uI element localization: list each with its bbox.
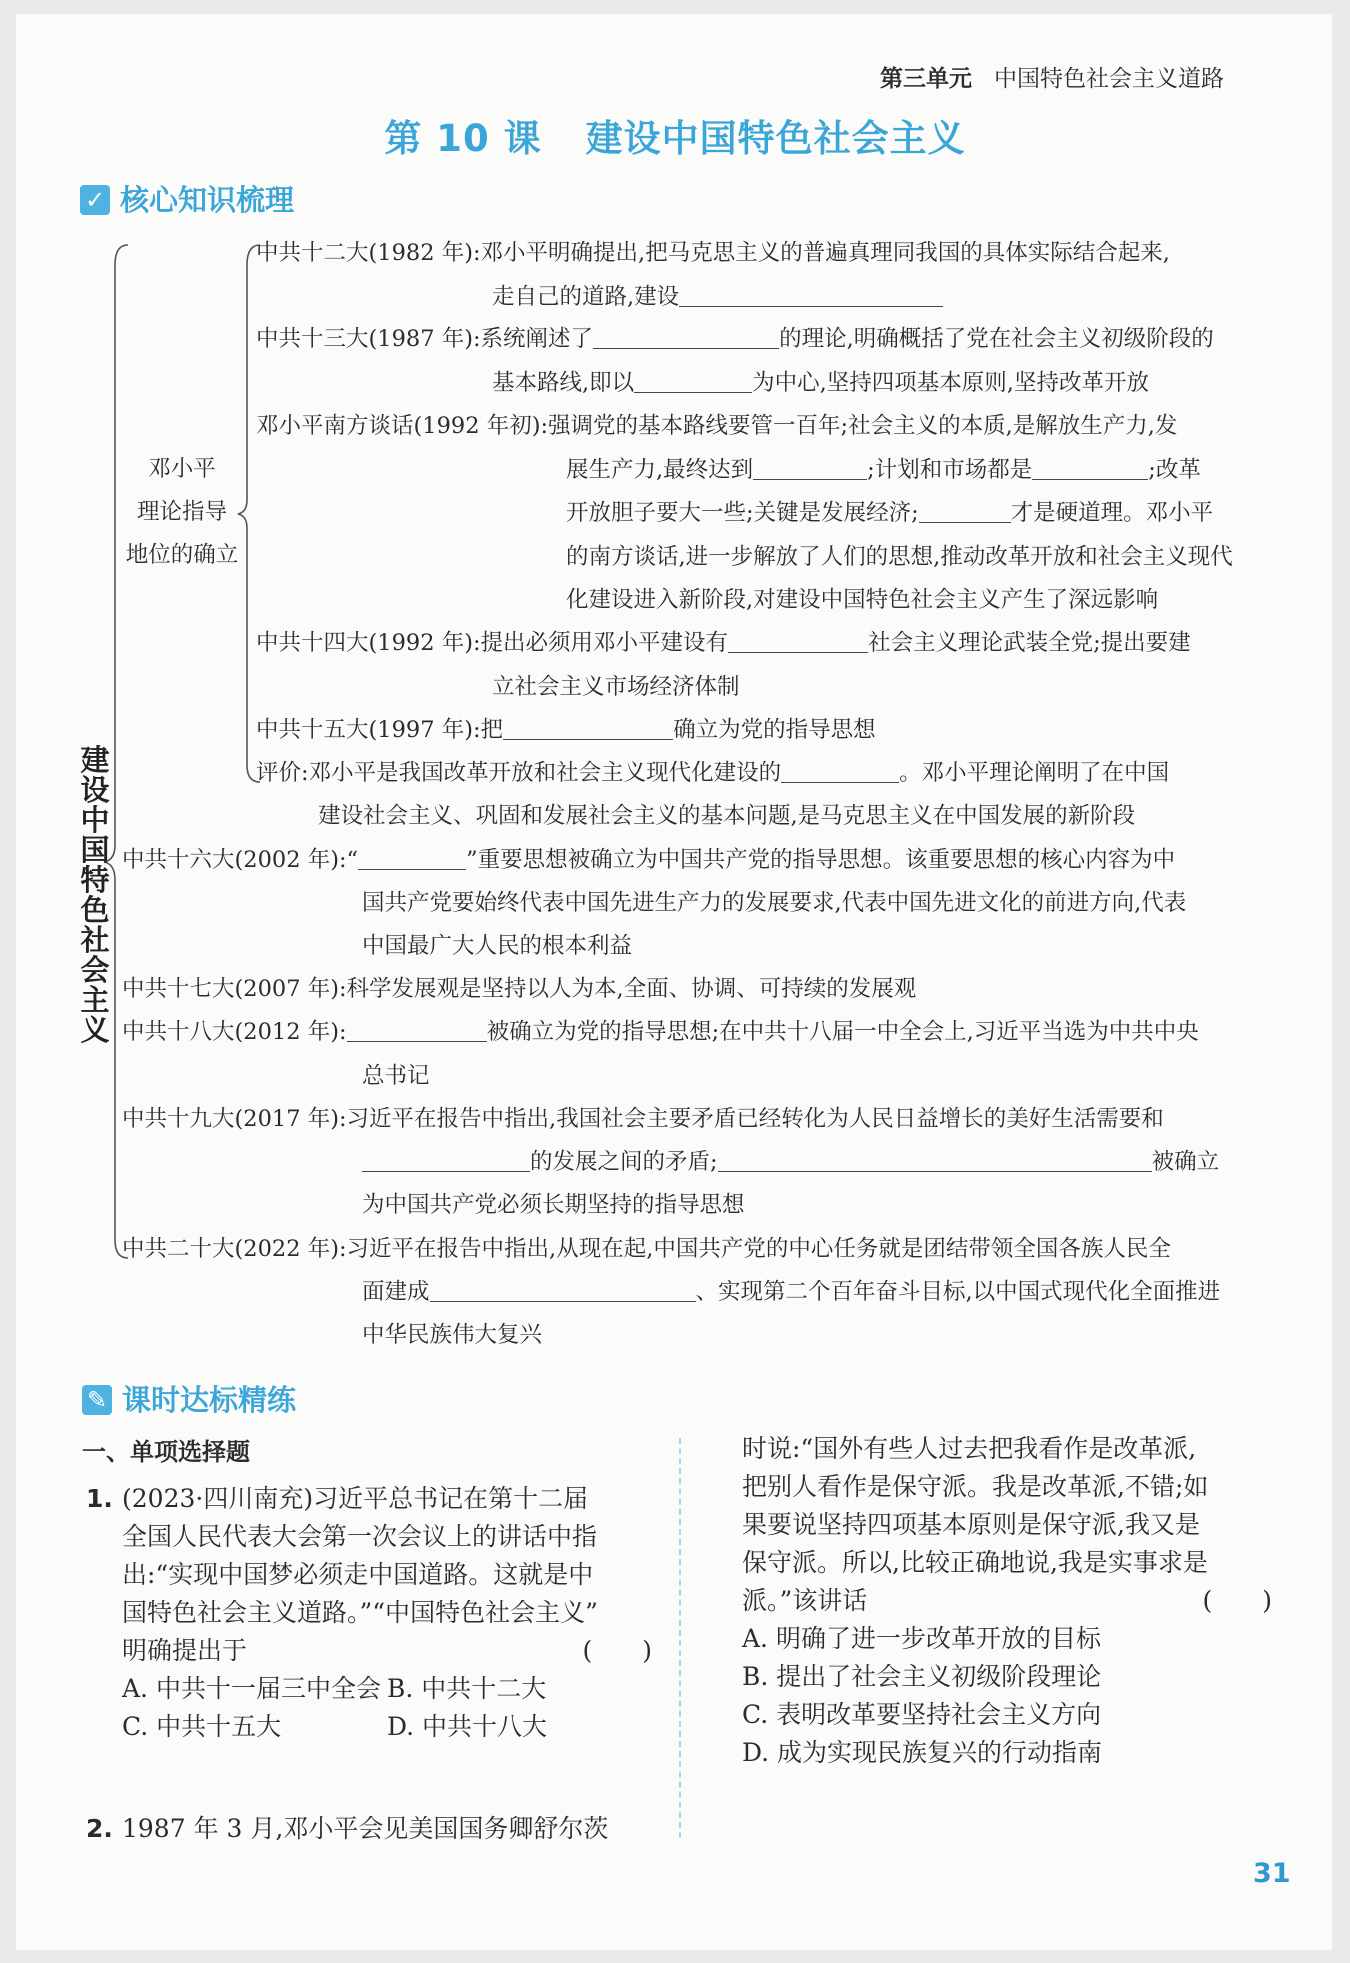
tree-line [256, 713, 876, 747]
tree-line [566, 583, 1158, 617]
tree-text: 中共十六大(2002 年):“ [122, 847, 359, 873]
tree-text: 建设社会主义、巩固和发展社会主义的基本问题,是马克思主义在中国发展的新阶段 [318, 803, 1136, 829]
fill-blank [430, 1277, 696, 1302]
tree-text: 为中心,坚持四项基本原则,坚持改革开放 [752, 370, 1149, 396]
fill-blank [593, 324, 779, 349]
tree-text: 才是硬道理。邓小平 [1010, 500, 1214, 526]
fill-blank [718, 1147, 1152, 1172]
question-2-stem-start: 1987 年 3 月,邓小平会见美国国务卿舒尔茨 [122, 1814, 609, 1843]
tree-line [122, 972, 916, 1006]
tree-text: 中共十五大(1997 年):把 [256, 717, 504, 743]
stem-line: 时说:“国外有些人过去把我看作是改革派, [742, 1434, 1197, 1463]
unit-number: 第三单元 [880, 66, 972, 92]
tree-line [122, 1102, 1164, 1136]
tree-line [256, 322, 1214, 356]
tree-line [122, 843, 1175, 877]
fill-blank [728, 628, 868, 653]
option-c[interactable]: C. 表明改革要坚持社会主义方向 [742, 1700, 1102, 1729]
tree-line [566, 540, 1233, 574]
tree-text: 确立为党的指导思想 [673, 717, 876, 743]
stem-line: 出:“实现中国梦必须走中国道路。这就是中 [122, 1560, 594, 1589]
tree-text: 评价:邓小平是我国改革开放和社会主义现代化建设的 [256, 760, 782, 786]
pencil-icon: ✎ [82, 1385, 112, 1415]
tree-text: 的发展之间的矛盾; [530, 1149, 718, 1175]
option-d[interactable]: D. 成为实现民族复兴的行动指南 [742, 1738, 1103, 1767]
tree-line [492, 280, 943, 314]
stem-line: 国特色社会主义道路。”“中国特色社会主义” [122, 1598, 598, 1627]
lesson-number: 第 10 课 [384, 117, 542, 160]
tree-text: 立社会主义市场经济体制 [492, 674, 740, 700]
tree-text: 基本路线,即以 [492, 370, 635, 396]
tree-text: ;改革 [1148, 457, 1201, 483]
stem-line: 果要说坚持四项基本原则是保守派,我又是 [742, 1510, 1200, 1539]
option-b[interactable]: B. 提出了社会主义初级阶段理论 [742, 1662, 1102, 1691]
tree-line [492, 366, 1149, 400]
fill-blank [679, 282, 943, 307]
tree-text: 化建设进入新阶段,对建设中国特色社会主义产生了深远影响 [566, 587, 1159, 613]
option-b[interactable]: B. 中共十二大 [387, 1674, 547, 1703]
tree-text: 中华民族伟大复兴 [362, 1322, 543, 1348]
tree-line [362, 1275, 1220, 1309]
tree-line [256, 409, 1177, 443]
question-1 [86, 1480, 113, 1518]
tree-text: 中共十二大(1982 年):邓小平明确提出,把马克思主义的普遍真理同我国的具体实际结合起来, [256, 240, 1170, 266]
section-knowledge-label: 核心知识梳理 [120, 183, 295, 217]
tree-line [362, 1059, 430, 1093]
option-a[interactable]: A. 中共十一届三中全会 [122, 1674, 381, 1703]
question-2-stem [742, 1430, 1272, 1772]
tree-text: 社会主义理论武装全党;提出要建 [868, 630, 1191, 656]
tree-text: 开放胆子要大一些;关键是发展经济; [566, 500, 919, 526]
tree-text: 中共十四大(1992 年):提出必须用邓小平建设有 [256, 630, 729, 656]
tree-text: 。邓小平理论阐明了在中国 [899, 760, 1170, 786]
tree-text: ;计划和市场都是 [867, 457, 1033, 483]
fill-blank [919, 498, 1011, 523]
tree-line [256, 756, 1169, 790]
sub-label-line: 地位的确立 [125, 542, 239, 568]
sub-label-line: 邓小平 [148, 456, 216, 482]
answer-paren[interactable]: ( ) [1202, 1586, 1272, 1615]
unit-title: 中国特色社会主义道路 [994, 66, 1224, 92]
tree-line [492, 670, 740, 704]
tree-text: ”重要思想被确立为中国共产党的指导思想。该重要思想的核心内容为中 [466, 847, 1176, 873]
tree-text: 国共产党要始终代表中国先进生产力的发展要求,代表中国先进文化的前进方向,代表 [362, 890, 1187, 916]
tree-text: 中共十九大(2017 年):习近平在报告中指出,我国社会主要矛盾已经转化为人民日益增长的美好生活需要和 [122, 1106, 1164, 1132]
tree-text: 为中国共产党必须长期坚持的指导思想 [362, 1192, 745, 1218]
tree-line [362, 1188, 745, 1222]
tree-line [362, 1145, 1219, 1179]
section-practice-label: 课时达标精练 [122, 1383, 297, 1417]
tree-text: 中国最广大人民的根本利益 [362, 933, 633, 959]
tree-root-label: 建设中国特色社会主义 [80, 743, 110, 1047]
tree-line [362, 886, 1186, 920]
stem-line: 明确提出于 [122, 1636, 248, 1665]
fill-blank [781, 758, 899, 783]
tree-text: 走自己的道路,建设 [492, 284, 680, 310]
tree-line [566, 496, 1213, 530]
question-type-heading: 一、单项选择题 [82, 1438, 250, 1466]
options-row [122, 1708, 652, 1746]
fill-blank [347, 1017, 487, 1042]
fill-blank [1032, 455, 1148, 480]
tree-text: 中共二十大(2022 年):习近平在报告中指出,从现在起,中国共产党的中心任务就是团结带领全国各族人民全 [122, 1236, 1171, 1262]
tree-line [362, 929, 632, 963]
fill-blank [503, 715, 673, 740]
tree-text: 、实现第二个百年奋斗目标,以中国式现代化全面推进 [695, 1279, 1221, 1305]
fill-blank [634, 368, 752, 393]
tree-text: 的南方谈话,进一步解放了人们的思想,推动改革开放和社会主义现代 [566, 544, 1233, 570]
sub-label-line: 理论指导 [136, 499, 227, 525]
tree-line [362, 1318, 542, 1352]
question-1-stem [122, 1480, 652, 1746]
options-row [122, 1670, 652, 1708]
tree-text: 中共十七大(2007 年):科学发展观是坚持以人为本,全面、协调、可持续的发展观 [122, 976, 917, 1002]
tree-line [566, 453, 1201, 487]
stem-line: 全国人民代表大会第一次会议上的讲话中指 [122, 1522, 598, 1551]
stem-last-line [122, 1632, 652, 1670]
tree-line [256, 626, 1191, 660]
checkbox-icon: ✓ [80, 185, 110, 215]
tree-line [122, 1232, 1171, 1266]
tree-text: 展生产力,最终达到 [566, 457, 754, 483]
tree-text: 总书记 [362, 1063, 430, 1089]
tree-text: 被确立 [1151, 1149, 1220, 1175]
question-number: 2. [86, 1814, 113, 1843]
tree-line [256, 236, 1170, 270]
tree-text: 面建成 [362, 1279, 430, 1305]
page-number: 31 [1253, 1858, 1291, 1889]
fill-blank [362, 1147, 530, 1172]
tree-sub-label [118, 448, 246, 577]
tree-text: 中共十八大(2012 年): [122, 1019, 347, 1045]
stem-line: 保守派。所以,比较正确地说,我是实事求是 [742, 1548, 1208, 1577]
tree-line [318, 799, 1135, 833]
stem-line: 派。”该讲话 [742, 1586, 868, 1615]
question-2 [86, 1810, 113, 1848]
option-a[interactable]: A. 明确了进一步改革开放的目标 [742, 1624, 1101, 1653]
stem-line: (2023·四川南充)习近平总书记在第十二届 [122, 1484, 589, 1513]
fill-blank [358, 845, 466, 870]
section-practice [82, 1378, 296, 1419]
tree-text: 被确立为党的指导思想;在中共十八届一中全会上,习近平当选为中共中央 [486, 1019, 1199, 1045]
option-d[interactable]: D. 中共十八大 [387, 1712, 548, 1741]
lesson-name: 建设中国特色社会主义 [585, 117, 966, 160]
tree-text: 中共十三大(1987 年):系统阐述了 [256, 326, 594, 352]
tree-line [122, 1015, 1199, 1049]
option-c[interactable]: C. 中共十五大 [122, 1712, 282, 1741]
stem-last-line [742, 1582, 1272, 1620]
fill-blank [753, 455, 867, 480]
column-divider [679, 1438, 681, 1838]
tree-text: 邓小平南方谈话(1992 年初):强调党的基本路线要管一百年;社会主义的本质,是解放生产力,发 [256, 413, 1178, 439]
question-number: 1. [86, 1484, 113, 1513]
stem-line: 把别人看作是保守派。我是改革派,不错;如 [742, 1472, 1209, 1501]
tree-text: 的理论,明确概括了党在社会主义初级阶段的 [779, 326, 1214, 352]
answer-paren[interactable]: ( ) [582, 1636, 652, 1665]
